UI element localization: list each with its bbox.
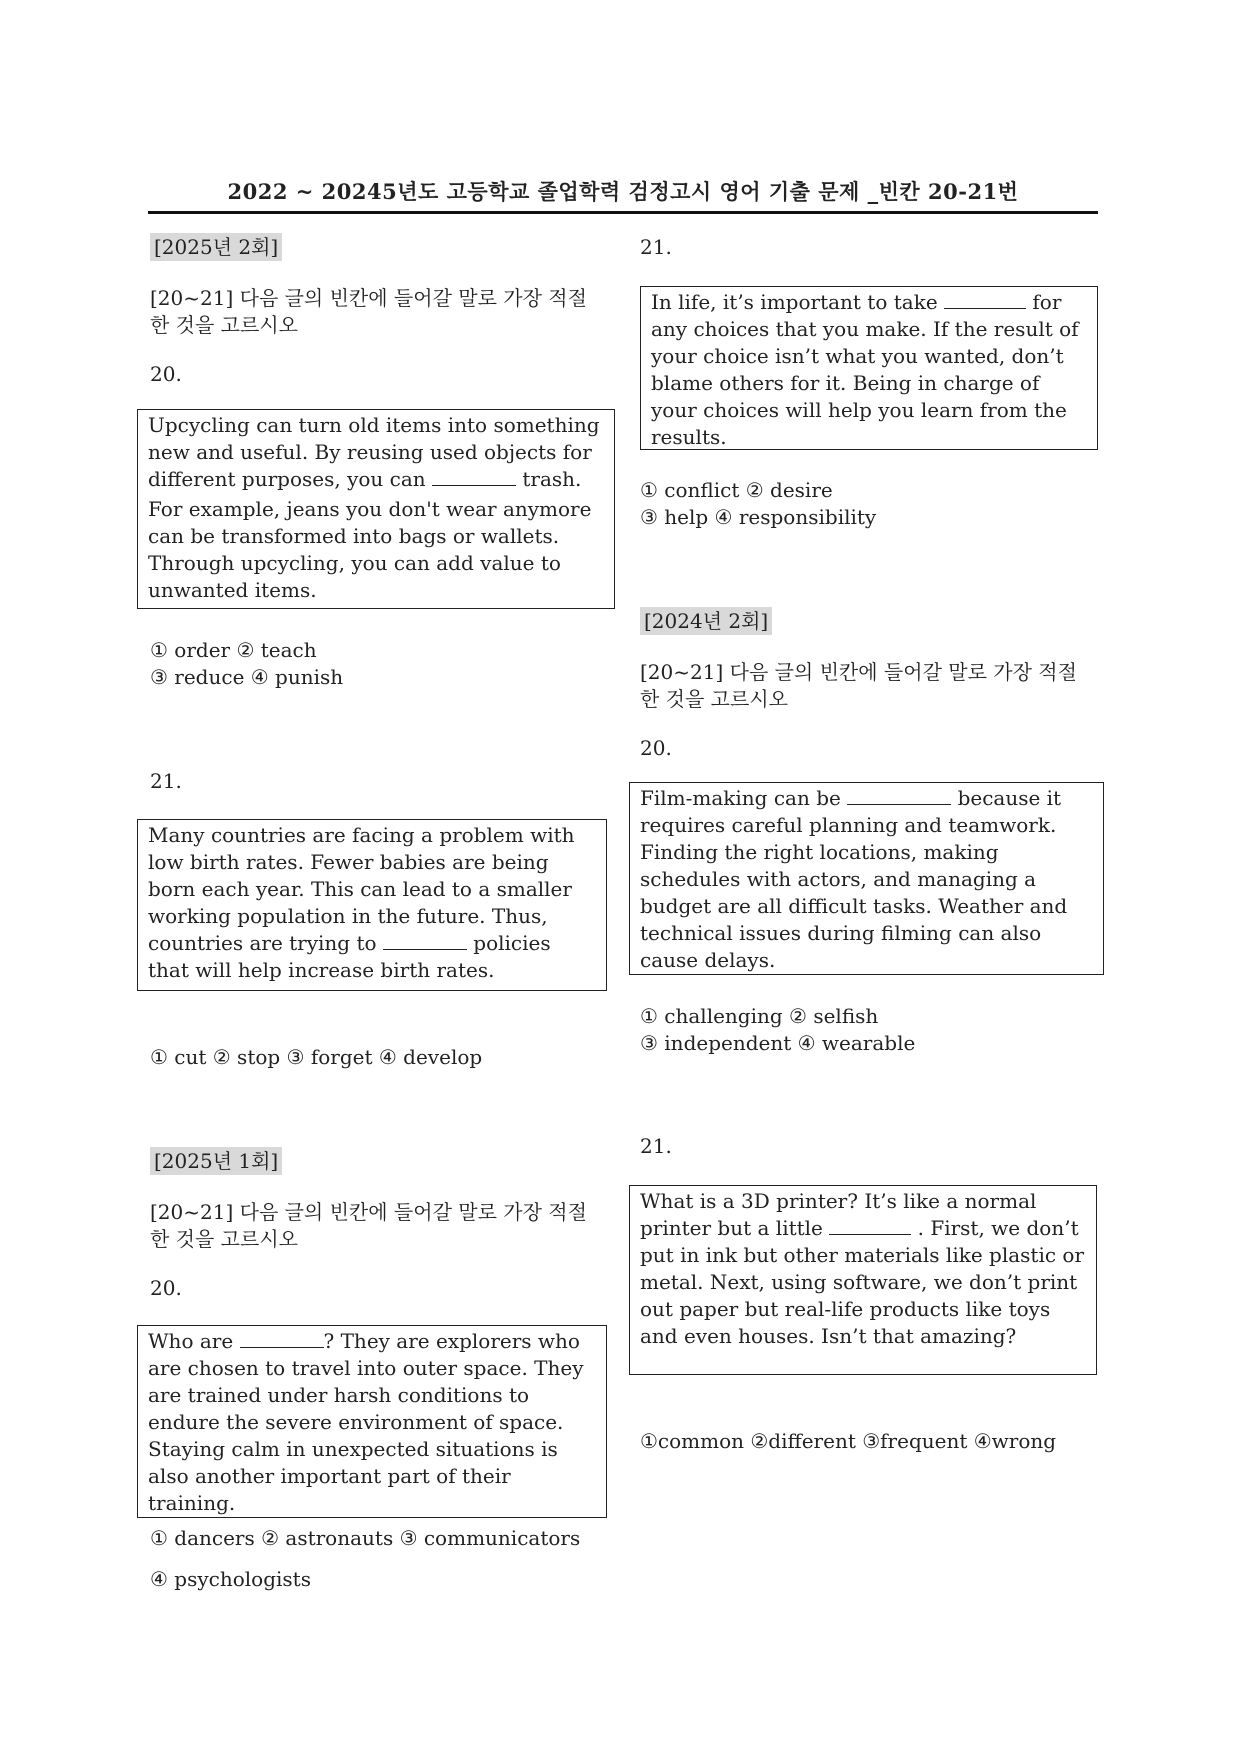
instruction: [20~21] 다음 글의 빈칸에 들어갈 말로 가장 적절한 것을 고르시오 — [150, 1200, 587, 1251]
section-tag-2025-2: [2025년 2회] — [150, 233, 282, 261]
answer-options: ① cut ② stop ③ forget ④ develop — [150, 1045, 483, 1069]
answer-options: ③ reduce ④ punish — [150, 665, 344, 689]
passage-paragraph: Film-making can be because it requires careful planning and teamwork. Finding the right locations, making schedules with actors, and managing a budget are all difficult tasks. Weather and technical issues during filming can also cause delays. — [640, 786, 1068, 972]
question-number: 20. — [150, 362, 182, 386]
answer-blank — [829, 1220, 911, 1235]
passage-paragraph: Many countries are facing a problem with low birth rates. Fewer babies are being born each year. This can lead to a smaller working population in the future. Thus, countries are trying to policies that will help increase birth rates. — [148, 823, 575, 982]
page-title: 2022 ~ 20245년도 고등학교 졸업학력 검정고시 영어 기출 문제 _빈칸 20-21번 — [227, 179, 1019, 204]
answer-blank — [383, 935, 467, 950]
title-underline — [148, 211, 1098, 214]
question-number: 21. — [640, 235, 672, 259]
section-tag-2024-2: [2024년 2회] — [640, 607, 772, 635]
answer-options: ③ independent ④ wearable — [640, 1031, 916, 1055]
passage-paragraph: Who are ? They are explorers who are chosen to travel into outer space. They are trained under harsh conditions to endure the severe environment of space. Staying calm in unexpected situations is also another important part of their training. — [148, 1329, 584, 1515]
passage-box — [137, 1325, 607, 1518]
answer-options: ③ help ④ responsibility — [640, 505, 877, 529]
answer-blank — [240, 1333, 324, 1348]
answer-options: ① order ② teach — [150, 638, 317, 662]
passage-box — [137, 819, 607, 991]
answer-blank — [944, 294, 1026, 309]
passage-box — [640, 286, 1098, 450]
answer-blank — [432, 471, 516, 486]
instruction: [20~21] 다음 글의 빈칸에 들어갈 말로 가장 적절한 것을 고르시오 — [150, 286, 587, 337]
answer-options: ④ psychologists — [150, 1567, 311, 1591]
question-number: 20. — [150, 1276, 182, 1300]
passage-paragraph: What is a 3D printer? It’s like a normal printer but a little . First, we don’t put in ink but other materials like plastic or metal. Next, using software, we don’t print out paper but real-life products like toys and even houses. Isn’t that amazing? — [640, 1189, 1085, 1348]
answer-options: ① challenging ② selfish — [640, 1004, 879, 1028]
section-tag-2025-1: [2025년 1회] — [150, 1147, 282, 1175]
answer-options: ① dancers ② astronauts ③ communicators — [150, 1526, 581, 1550]
answer-options: ① conflict ② desire — [640, 478, 833, 502]
question-number: 21. — [640, 1134, 672, 1158]
answer-blank — [847, 790, 951, 805]
passage-paragraph: Upcycling can turn old items into something new and useful. By reusing used objects for different purposes, you can trash. — [148, 413, 600, 491]
passage-box — [629, 782, 1104, 975]
instruction: [20~21] 다음 글의 빈칸에 들어갈 말로 가장 적절한 것을 고르시오 — [640, 660, 1077, 711]
passage-paragraph: In life, it’s important to take for any choices that you make. If the result of your choice isn’t what you wanted, don’t blame others for it. Being in charge of your choices will help you learn from the results. — [651, 290, 1079, 449]
question-number: 21. — [150, 769, 182, 793]
passage-box — [629, 1185, 1097, 1375]
passage-paragraph: For example, jeans you don't wear anymore can be transformed into bags or wallets. Through upcycling, you can add value to unwanted items. — [148, 497, 592, 602]
passage-box — [137, 409, 615, 609]
question-number: 20. — [640, 736, 672, 760]
answer-options: ①common ②different ③frequent ④wrong — [640, 1429, 1057, 1453]
